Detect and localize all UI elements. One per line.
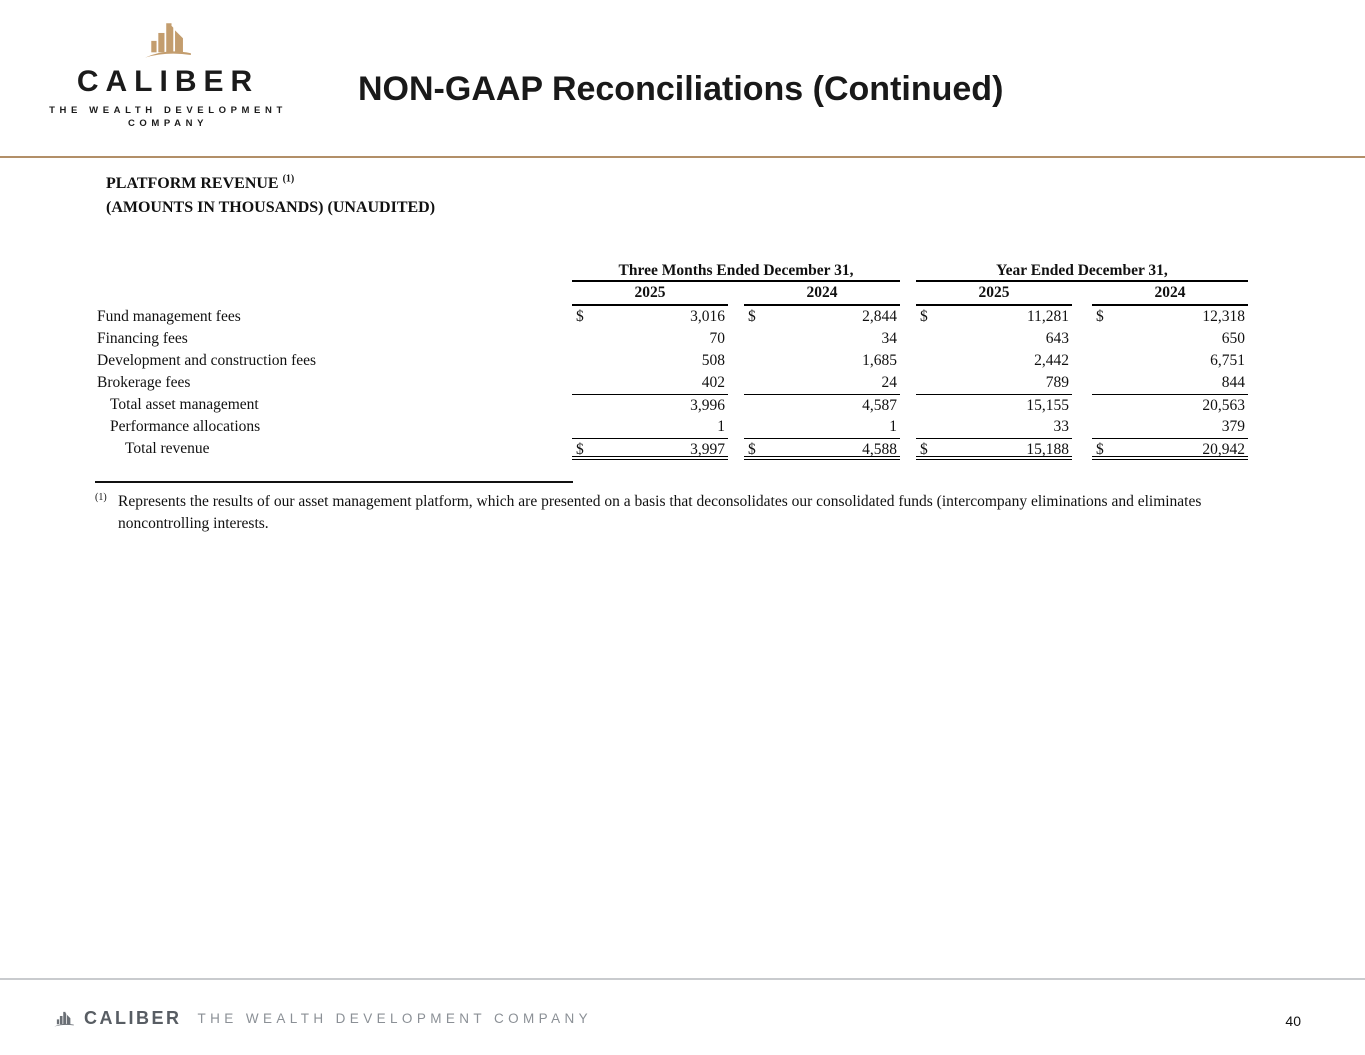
group-header-three-months: Three Months Ended December 31, — [572, 260, 900, 282]
table-row — [97, 416, 1248, 438]
footnote-divider — [95, 481, 573, 483]
dollar-sign: $ — [576, 441, 584, 458]
cell-value: 3,016 — [690, 308, 725, 325]
column-gap — [1072, 306, 1092, 328]
row-label: Total revenue — [125, 440, 210, 457]
logo-tagline-line2: COMPANY — [127, 118, 209, 129]
cell-value: 15,188 — [1026, 441, 1069, 458]
table-row — [97, 394, 1248, 416]
dollar-sign: $ — [1096, 441, 1104, 458]
table-row — [97, 328, 1248, 350]
footnote-reference: (1) — [282, 173, 295, 185]
column-gap — [1072, 282, 1092, 306]
value-cell — [916, 306, 1072, 328]
cell-value: 1 — [889, 418, 897, 435]
value-cell — [572, 306, 728, 328]
header-divider — [0, 156, 1365, 158]
table-row — [97, 350, 1248, 372]
cell-value: 844 — [1221, 374, 1245, 391]
dollar-sign: $ — [1096, 308, 1104, 325]
cell-value: 6,751 — [1210, 352, 1245, 369]
table-row — [97, 306, 1248, 328]
cell-value: 402 — [701, 374, 725, 391]
cell-value: 789 — [1045, 374, 1069, 391]
footnote-text: Represents the results of our asset management platform, which are presented on a basis that deconsolidates our consolidated funds (intercompany eliminations and eliminates noncontrolling interests. — [118, 493, 1202, 532]
value-cell — [1092, 328, 1248, 350]
value-cell — [916, 416, 1072, 438]
cell-value: 3,997 — [690, 441, 725, 458]
value-cell — [572, 350, 728, 372]
section-heading-text: PLATFORM REVENUE — [106, 175, 279, 192]
dollar-sign: $ — [920, 308, 928, 325]
dollar-sign: $ — [748, 308, 756, 325]
value-cell — [916, 328, 1072, 350]
footer-brand-text: CALIBER — [84, 1008, 182, 1028]
value-cell — [572, 416, 728, 438]
column-gap — [900, 372, 916, 394]
column-gap — [1072, 328, 1092, 350]
cell-value: 3,996 — [690, 397, 725, 414]
cell-value: 15,155 — [1026, 397, 1069, 414]
table-year-header-row — [97, 282, 1248, 306]
column-gap — [1072, 350, 1092, 372]
value-cell — [572, 372, 728, 394]
value-cell — [916, 394, 1072, 416]
column-gap — [900, 260, 916, 282]
column-gap — [900, 438, 916, 460]
value-cell — [572, 394, 728, 416]
footer-tagline: THE WEALTH DEVELOPMENT COMPANY — [197, 1011, 593, 1026]
column-gap — [728, 328, 744, 350]
column-gap — [900, 306, 916, 328]
value-cell — [572, 438, 728, 460]
table-body — [97, 306, 1248, 460]
value-cell — [744, 372, 900, 394]
header-logo — [46, 18, 290, 130]
year-header-3mo-2025: 2025 — [572, 282, 728, 306]
cell-value: 33 — [1053, 418, 1069, 435]
column-gap — [728, 282, 744, 306]
cell-value: 2,442 — [1034, 352, 1069, 369]
column-gap — [1072, 438, 1092, 460]
column-gap — [728, 438, 744, 460]
column-gap — [728, 394, 744, 416]
logo-tagline-line1: THE WEALTH DEVELOPMENT — [49, 105, 287, 116]
value-cell — [916, 372, 1072, 394]
value-cell — [1092, 306, 1248, 328]
table-group-header-row — [97, 260, 1248, 282]
cell-value: 1,685 — [862, 352, 897, 369]
value-cell — [744, 394, 900, 416]
cell-value: 2,844 — [862, 308, 897, 325]
row-label: Development and construction fees — [97, 352, 317, 369]
cell-value: 12,318 — [1202, 308, 1245, 325]
value-cell — [1092, 350, 1248, 372]
column-gap — [728, 350, 744, 372]
group-header-year: Year Ended December 31, — [916, 260, 1248, 282]
dollar-sign: $ — [920, 441, 928, 458]
value-cell — [1092, 372, 1248, 394]
platform-revenue-table — [97, 260, 1248, 460]
year-header-3mo-2024: 2024 — [744, 282, 900, 306]
row-label: Performance allocations — [110, 418, 261, 435]
column-gap — [900, 282, 916, 306]
logo-tagline — [46, 104, 290, 130]
row-label: Total asset management — [110, 396, 259, 413]
footer — [52, 1008, 592, 1029]
value-cell — [916, 350, 1072, 372]
year-header-yr-2025: 2025 — [916, 282, 1072, 306]
column-gap — [900, 350, 916, 372]
column-gap — [1072, 416, 1092, 438]
value-cell — [916, 438, 1072, 460]
value-cell — [744, 438, 900, 460]
column-gap — [728, 372, 744, 394]
value-cell — [744, 328, 900, 350]
row-label: Brokerage fees — [97, 374, 191, 391]
column-gap — [900, 394, 916, 416]
cell-value: 4,587 — [862, 397, 897, 414]
caliber-building-icon — [52, 1009, 76, 1029]
row-label: Fund management fees — [97, 308, 241, 325]
logo-brand-text: CALIBER — [76, 65, 260, 98]
column-gap — [900, 328, 916, 350]
footnote — [95, 491, 1257, 534]
cell-value: 11,281 — [1026, 308, 1069, 325]
cell-value: 20,563 — [1202, 397, 1245, 414]
row-label: Financing fees — [97, 330, 188, 347]
page-title: NON-GAAP Reconciliations (Continued) — [358, 70, 1004, 108]
dollar-sign: $ — [748, 441, 756, 458]
cell-value: 24 — [881, 374, 897, 391]
cell-value: 379 — [1221, 418, 1245, 435]
footer-divider — [0, 978, 1365, 980]
year-header-spacer — [97, 282, 572, 306]
table-row — [97, 438, 1248, 460]
value-cell — [572, 328, 728, 350]
value-cell — [744, 350, 900, 372]
section-subheading: (AMOUNTS IN THOUSANDS) (UNAUDITED) — [106, 199, 436, 216]
caliber-building-icon — [46, 18, 290, 64]
cell-value: 643 — [1045, 330, 1069, 347]
value-cell — [1092, 438, 1248, 460]
dollar-sign: $ — [576, 308, 584, 325]
value-cell — [1092, 416, 1248, 438]
cell-value: 1 — [717, 418, 725, 435]
page-number: 40 — [1285, 1013, 1301, 1029]
column-gap — [728, 306, 744, 328]
cell-value: 20,942 — [1202, 441, 1245, 458]
cell-value: 508 — [701, 352, 725, 369]
value-cell — [1092, 394, 1248, 416]
cell-value: 4,588 — [862, 441, 897, 458]
footnote-marker: (1) — [95, 491, 107, 503]
column-gap — [728, 416, 744, 438]
value-cell — [744, 306, 900, 328]
cell-value: 650 — [1221, 330, 1245, 347]
group-header-spacer — [97, 260, 572, 282]
cell-value: 70 — [709, 330, 725, 347]
column-gap — [1072, 394, 1092, 416]
table-row — [97, 372, 1248, 394]
section-heading — [106, 175, 294, 193]
value-cell — [744, 416, 900, 438]
column-gap — [900, 416, 916, 438]
cell-value: 34 — [881, 330, 897, 347]
column-gap — [1072, 372, 1092, 394]
year-header-yr-2024: 2024 — [1092, 282, 1248, 306]
